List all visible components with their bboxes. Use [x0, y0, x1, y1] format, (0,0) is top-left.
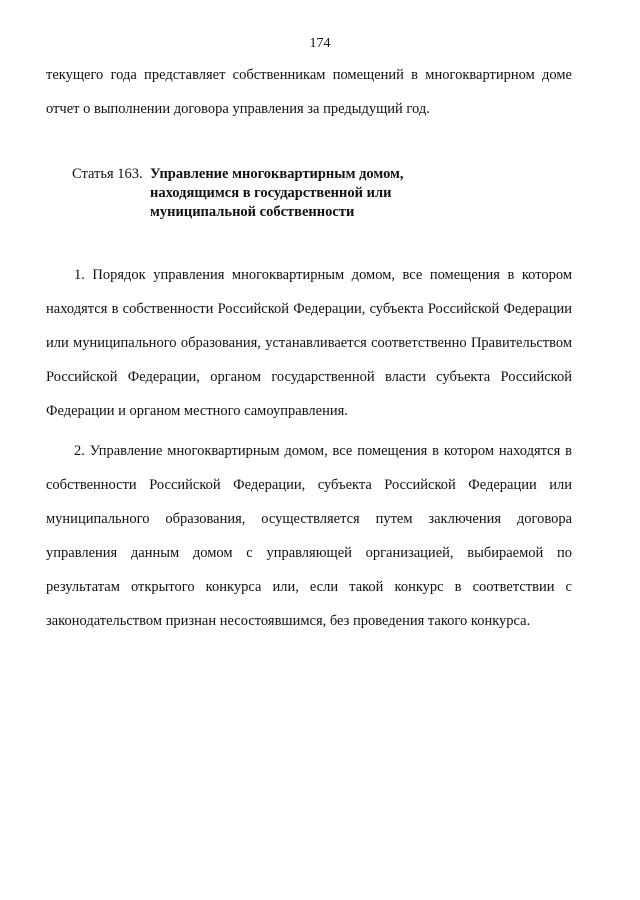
paragraph-2: 2. Управление многоквартирным домом, все помещения в котором находятся в собственности Российской Федерации, субъекта Российской Федерации или муниципального образования, осуществляется путем заключения договора управления данным домом с управляющей организацией, выбираемой по результатам открытого конкурса или, если такой конкурс в соответствии с законодательством признан несостоявшимся, без проведения такого конкурса.	[46, 443, 572, 629]
article-title	[150, 165, 404, 222]
article-heading	[72, 165, 592, 222]
article-title-line: находящимся в государственной или	[150, 185, 392, 201]
article-title-line: муниципальной собственности	[150, 204, 355, 220]
page-number: 174	[309, 36, 331, 51]
paragraph-1: 1. Порядок управления многоквартирным домом, все помещения в котором находятся в собственности Российской Федерации, субъекта Российской Федерации или муниципального образования, устанавливается соответственно Правительством Российской Федерации, органом государственной власти субъекта Российской Федерации и органом местного самоуправления.	[46, 267, 572, 419]
intro-paragraph: текущего года представляет собственникам помещений в многоквартирном доме отчет о выполнении договора управления за предыдущий год.	[46, 67, 572, 117]
article-title-line: Управление многоквартирным домом,	[150, 166, 404, 182]
article-number: Статья 163.	[72, 166, 143, 182]
